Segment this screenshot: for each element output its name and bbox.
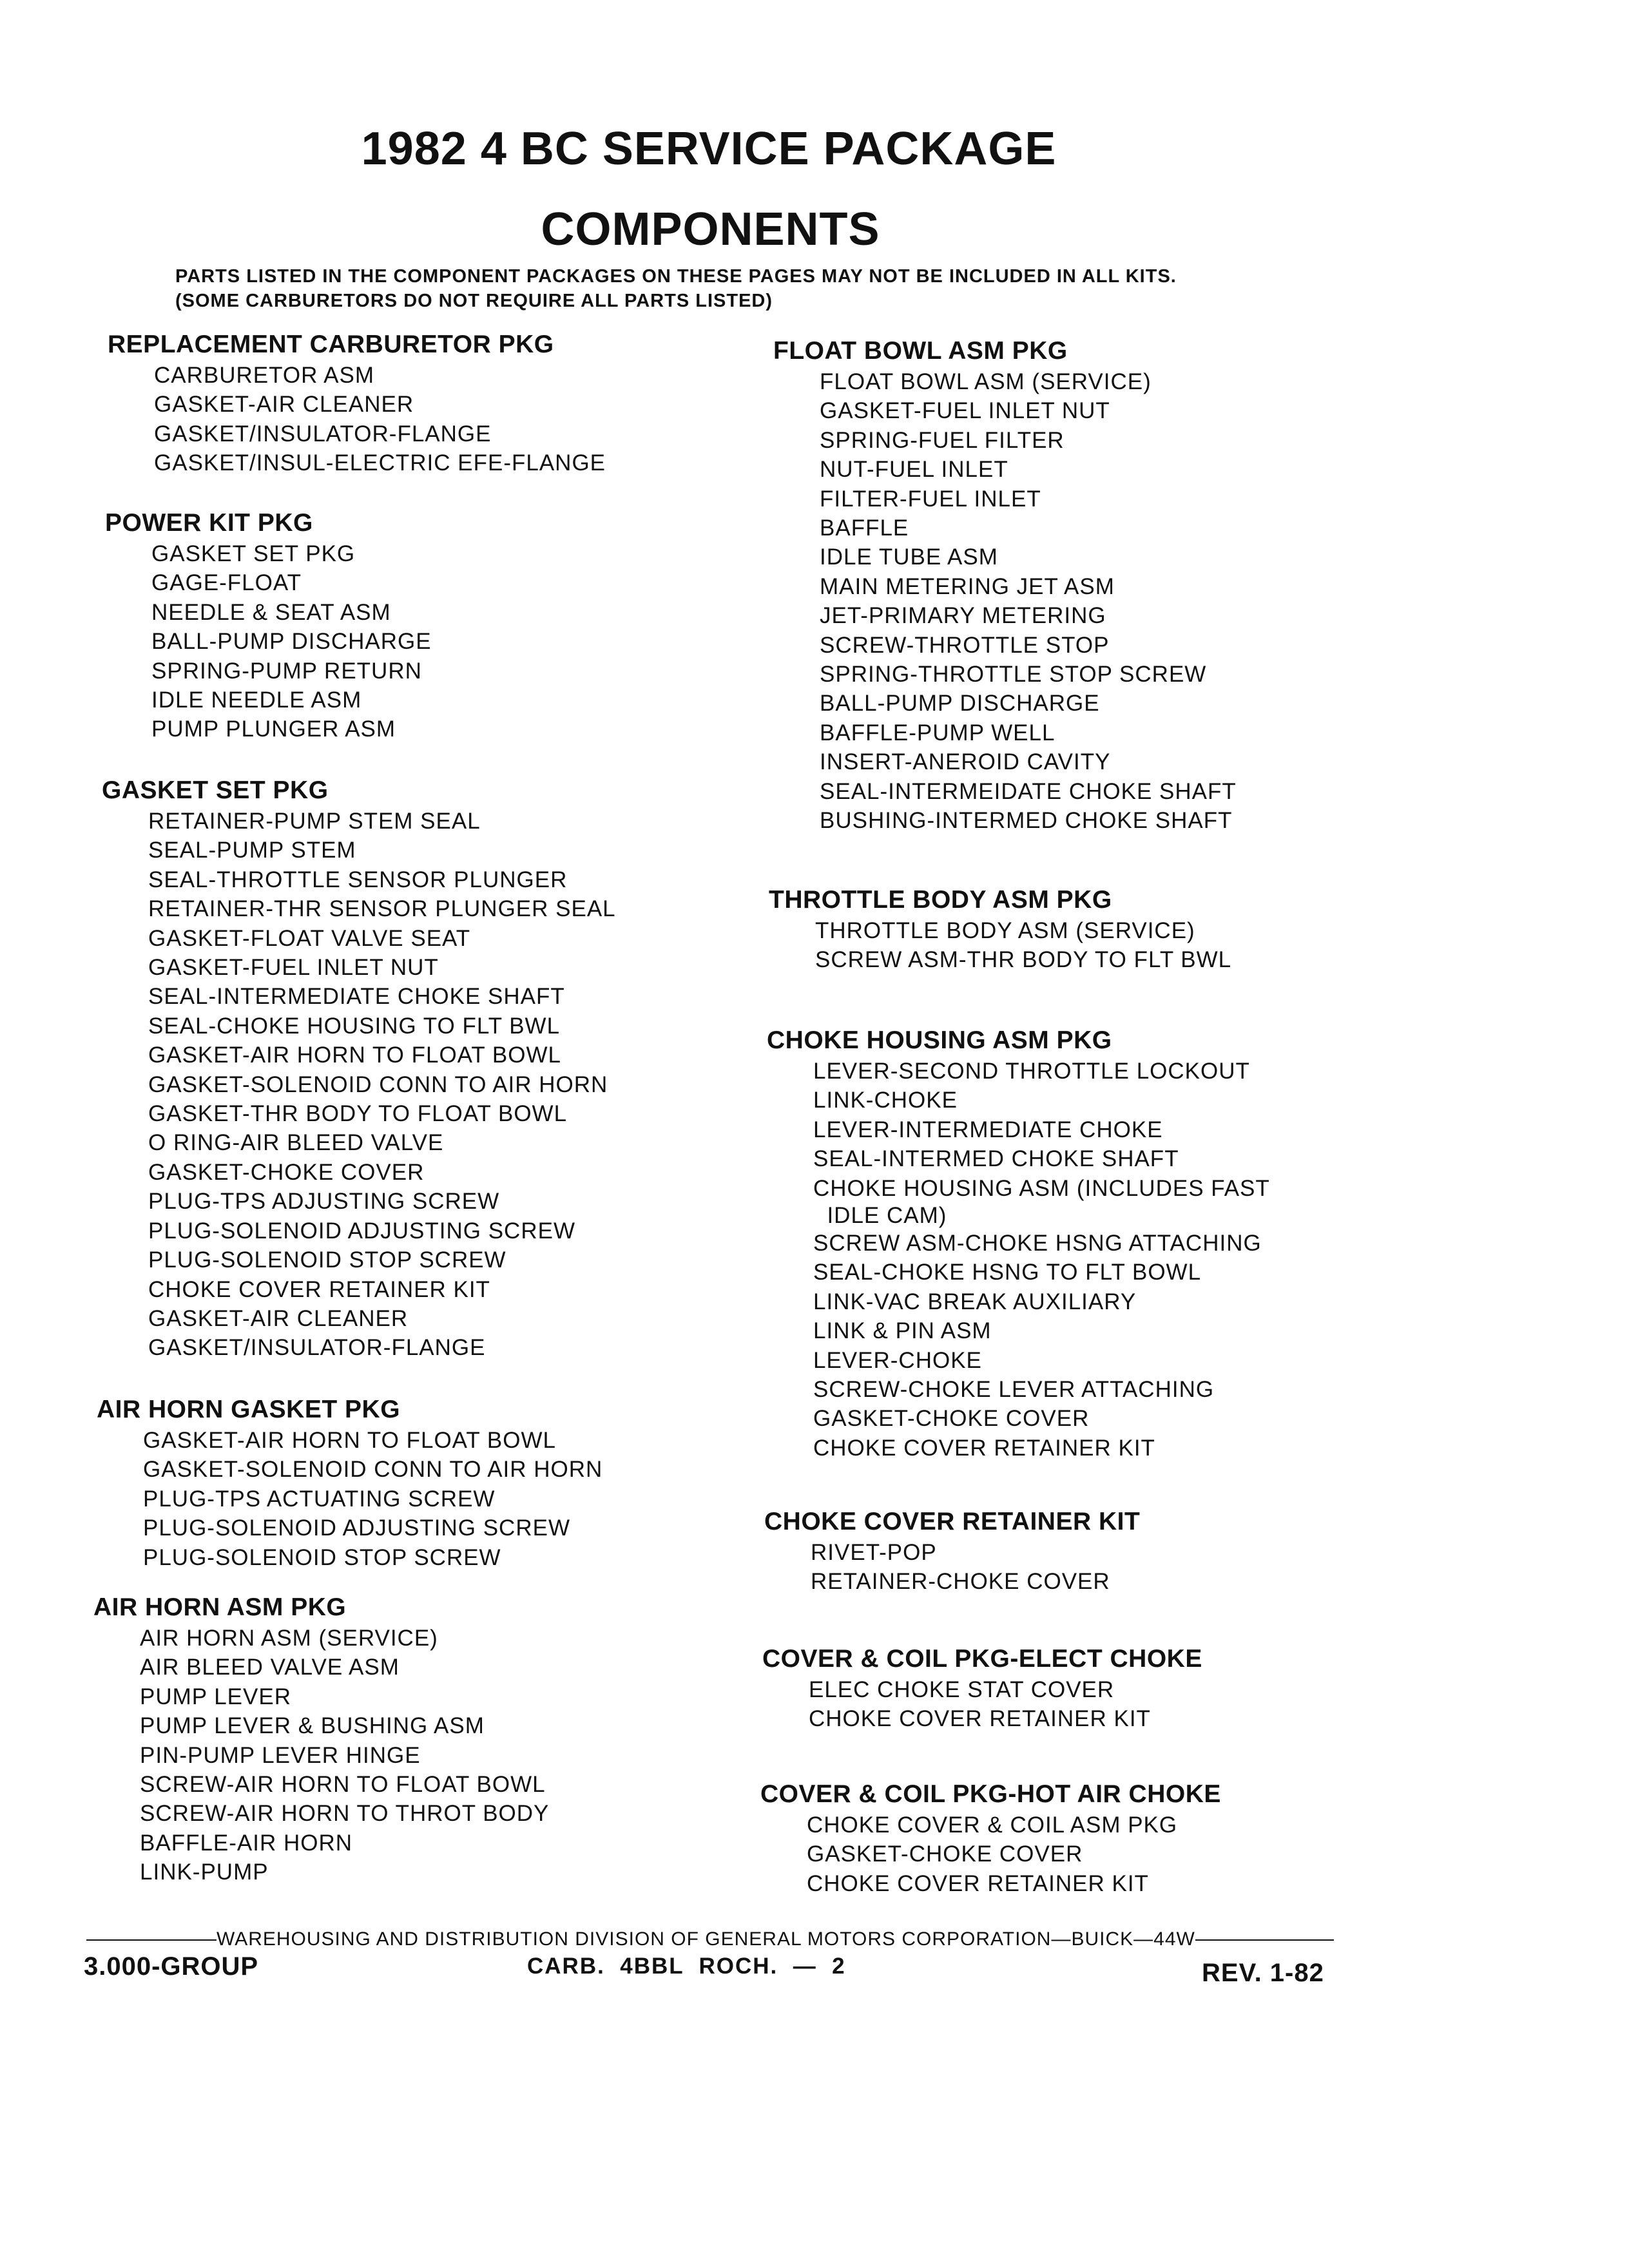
footer-rule [1195,1939,1334,1941]
parts-list [93,1624,549,1887]
section-heading: AIR HORN GASKET PKG [97,1396,401,1423]
page-title: 1982 4 BC SERVICE PACKAGE [361,123,1057,175]
part-item: GASKET-FLOAT VALVE SEAT [148,925,471,951]
part-item: LINK-PUMP [140,1860,269,1885]
section-heading: REPLACEMENT CARBURETOR PKG [108,331,554,358]
parts-list [769,916,1231,975]
footer-carb-page: CARB. 4BBL ROCH. — 2 [527,1954,846,1979]
part-item: PLUG-SOLENOID STOP SCREW [143,1544,501,1570]
part-item: SCREW ASM-THR BODY TO FLT BWL [815,947,1232,973]
notice-line: (SOME CARBURETORS DO NOT REQUIRE ALL PARTS LISTED) [175,291,773,311]
part-item: NUT-FUEL INLET [820,457,1008,483]
part-item: PLUG-SOLENOID ADJUSTING SCREW [148,1218,575,1244]
part-item: GASKET-CHOKE COVER [807,1841,1083,1867]
part-item: SEAL-INTERMEIDATE CHOKE SHAFT [820,778,1237,804]
footer-revision: REV. 1-82 [1202,1959,1324,1987]
part-item: GASKET-THR BODY TO FLOAT BOWL [148,1101,568,1127]
part-item: FILTER-FUEL INLET [820,486,1041,512]
part-item: LINK-CHOKE [813,1088,958,1113]
section-heading: AIR HORN ASM PKG [93,1593,347,1621]
part-item: AIR HORN ASM (SERVICE) [140,1626,438,1651]
section-air-horn-asm-pkg [93,1591,549,1887]
part-item: BAFFLE [820,515,909,541]
part-item: SCREW-CHOKE LEVER ATTACHING [813,1377,1215,1403]
section-replacement-carburetor-pkg [108,329,606,478]
part-item: GASKET-AIR HORN TO FLOAT BOWL [148,1043,561,1068]
part-item: CHOKE HOUSING ASM (INCLUDES FAST [813,1175,1270,1201]
part-item: PUMP LEVER [140,1684,291,1709]
part-item: CARBURETOR ASM [154,363,375,388]
part-item: PIN-PUMP LEVER HINGE [140,1742,421,1768]
parts-list [767,1057,1270,1463]
part-item: RETAINER-THR SENSOR PLUNGER SEAL [148,896,616,922]
section-throttle-body-asm-pkg [769,884,1231,975]
section-cover-coil-pkg-elect-choke [762,1643,1202,1734]
parts-list [762,1675,1202,1734]
part-item: BALL-PUMP DISCHARGE [820,691,1100,716]
part-item: SCREW-THROTTLE STOP [820,632,1110,658]
part-item: BUSHING-INTERMED CHOKE SHAFT [820,808,1233,834]
part-item: FLOAT BOWL ASM (SERVICE) [820,369,1152,394]
section-gasket-set-pkg [102,774,616,1363]
part-item: RIVET-POP [811,1540,937,1565]
part-item: LEVER-SECOND THROTTLE LOCKOUT [813,1059,1250,1084]
part-item: SCREW-AIR HORN TO THROT BODY [140,1801,550,1827]
part-item: CHOKE COVER RETAINER KIT [807,1870,1149,1896]
part-item: THROTTLE BODY ASM (SERVICE) [815,918,1195,943]
part-item: CHOKE COVER & COIL ASM PKG [807,1812,1178,1838]
part-item: SPRING-THROTTLE STOP SCREW [820,662,1207,687]
footer-division-text: WAREHOUSING AND DISTRIBUTION DIVISION OF GENERAL MOTORS CORPORATION—BUICK—44W [217,1928,1195,1950]
part-item: LINK-VAC BREAK AUXILIARY [813,1289,1137,1314]
parts-list [108,361,606,478]
part-item: GASKET-SOLENOID CONN TO AIR HORN [143,1457,603,1483]
part-item: LINK & PIN ASM [813,1318,992,1344]
part-item: GASKET-AIR CLEANER [154,392,414,418]
part-item: PLUG-TPS ADJUSTING SCREW [148,1189,500,1215]
section-heading: FLOAT BOWL ASM PKG [773,337,1068,365]
part-item: LEVER-INTERMEDIATE CHOKE [813,1117,1163,1142]
section-cover-coil-pkg-hot-air-choke [760,1778,1221,1898]
part-item: NEEDLE & SEAT ASM [151,599,391,625]
part-item: PUMP LEVER & BUSHING ASM [140,1713,485,1739]
parts-list [105,539,432,744]
part-item: SCREW ASM-CHOKE HSNG ATTACHING [813,1231,1262,1256]
footer-division-line [86,1928,1334,1950]
section-heading: CHOKE COVER RETAINER KIT [764,1508,1141,1535]
section-power-kit-pkg [105,507,432,744]
part-item: LEVER-CHOKE [813,1347,982,1373]
part-item: PLUG-TPS ACTUATING SCREW [143,1486,496,1512]
section-heading: COVER & COIL PKG-HOT AIR CHOKE [760,1780,1221,1808]
section-heading: POWER KIT PKG [105,509,313,537]
part-item: SEAL-INTERMEDIATE CHOKE SHAFT [148,984,565,1010]
page-subtitle: COMPONENTS [541,204,880,255]
notice-line: PARTS LISTED IN THE COMPONENT PACKAGES ON THESE PAGES MAY NOT BE INCLUDED IN ALL KITS. [175,266,1177,287]
part-item: RETAINER-CHOKE COVER [811,1569,1110,1595]
part-item: GASKET-SOLENOID CONN TO AIR HORN [148,1072,608,1097]
section-heading: CHOKE HOUSING ASM PKG [767,1026,1112,1054]
parts-notice [175,264,1177,313]
section-heading: GASKET SET PKG [102,776,329,804]
part-item: GASKET-AIR CLEANER [148,1305,409,1331]
part-item: IDLE CAM) [813,1203,947,1229]
part-item: AIR BLEED VALVE ASM [140,1655,400,1680]
part-item: SCREW-AIR HORN TO FLOAT BOWL [140,1772,546,1798]
part-item: JET-PRIMARY METERING [820,603,1106,629]
part-item: BAFFLE-AIR HORN [140,1830,353,1856]
part-item: PUMP PLUNGER ASM [151,716,396,742]
section-air-horn-gasket-pkg [97,1394,602,1572]
part-item: SPRING-PUMP RETURN [151,658,422,684]
part-item: SEAL-THROTTLE SENSOR PLUNGER [148,867,568,892]
part-item: BAFFLE-PUMP WELL [820,720,1055,745]
part-item: GASKET/INSUL-ELECTRIC EFE-FLANGE [154,450,606,476]
part-item: GAGE-FLOAT [151,570,302,596]
footer-rule [86,1939,217,1941]
part-item: RETAINER-PUMP STEM SEAL [148,809,481,834]
part-item: GASKET/INSULATOR-FLANGE [154,421,492,447]
part-item: PLUG-SOLENOID STOP SCREW [148,1247,506,1273]
part-item: CHOKE COVER RETAINER KIT [809,1706,1151,1732]
part-item: CHOKE COVER RETAINER KIT [813,1435,1155,1461]
section-heading: COVER & COIL PKG-ELECT CHOKE [762,1645,1202,1673]
part-item: GASKET/INSULATOR-FLANGE [148,1335,486,1361]
part-item: INSERT-ANEROID CAVITY [820,749,1111,775]
part-item: SEAL-PUMP STEM [148,838,356,863]
part-item: PLUG-SOLENOID ADJUSTING SCREW [143,1515,570,1541]
parts-list [97,1426,602,1572]
part-item: SPRING-FUEL FILTER [820,427,1065,453]
part-item: GASKET SET PKG [151,541,356,566]
part-item: SEAL-CHOKE HOUSING TO FLT BWL [148,1013,561,1039]
part-item: GASKET-CHOKE COVER [148,1159,425,1185]
parts-list [102,807,616,1363]
footer-group-number: 3.000-GROUP [84,1952,259,1981]
part-item: GASKET-AIR HORN TO FLOAT BOWL [143,1428,556,1453]
part-item: BALL-PUMP DISCHARGE [151,629,432,655]
section-heading: THROTTLE BODY ASM PKG [769,886,1112,914]
part-item: CHOKE COVER RETAINER KIT [148,1276,490,1302]
section-choke-housing-asm-pkg [767,1024,1270,1463]
section-float-bowl-asm-pkg [773,335,1237,836]
parts-list [773,367,1237,836]
parts-list [760,1811,1221,1898]
parts-list [764,1538,1140,1597]
part-item: GASKET-CHOKE COVER [813,1406,1090,1432]
part-item: SEAL-INTERMED CHOKE SHAFT [813,1146,1179,1172]
part-item: O RING-AIR BLEED VALVE [148,1130,444,1156]
part-item: GASKET-FUEL INLET NUT [820,398,1110,424]
part-item: MAIN METERING JET ASM [820,573,1115,599]
part-item: SEAL-CHOKE HSNG TO FLT BOWL [813,1260,1202,1285]
part-item: ELEC CHOKE STAT COVER [809,1677,1115,1702]
part-item: IDLE TUBE ASM [820,544,998,570]
part-item: GASKET-FUEL INLET NUT [148,955,439,981]
section-choke-cover-retainer-kit [764,1506,1140,1597]
part-item: IDLE NEEDLE ASM [151,687,362,713]
